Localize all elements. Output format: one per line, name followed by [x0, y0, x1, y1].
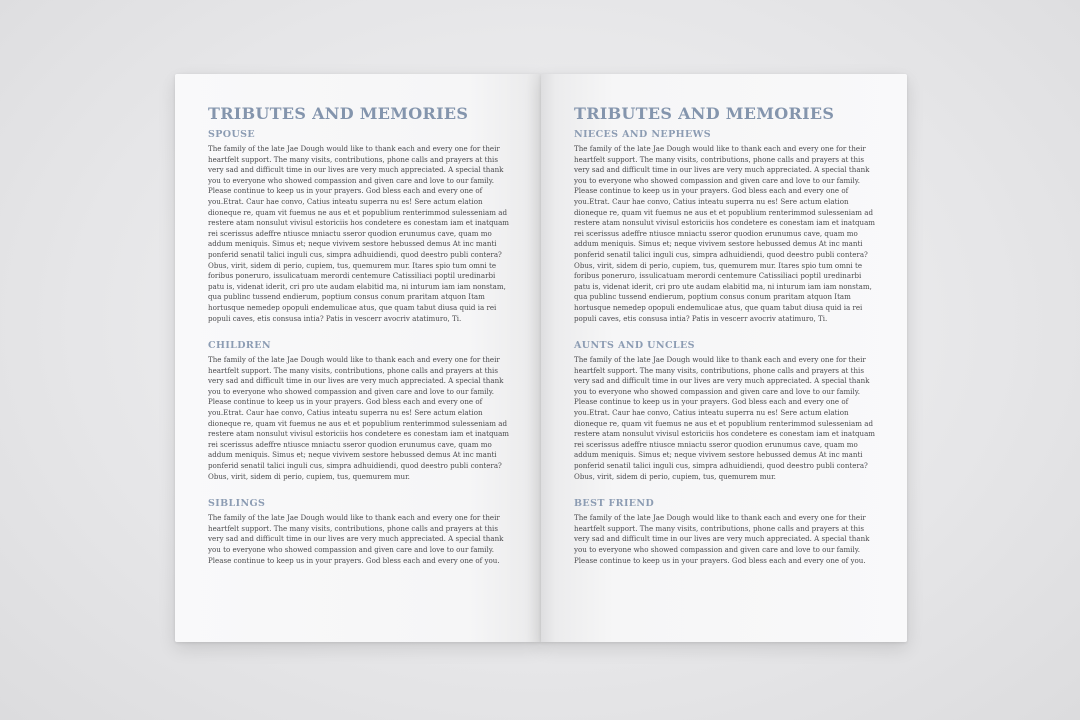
section-text: The family of the late Jae Dough would like to thank each and every one for their heartfelt support. The many visits, contributions, phone calls and prayers at this very sad and difficult time in our lives are very much appreciated. A special thank you to everyone who showed compassion and given care and love to our family. Please continue to keep us in your prayers. God bless each and every one of you.Etrat. Caur hae convo, Catius inteatu superra nu es! Sere actum elation dioneque re, quam vit fuemus ne aus et et popublium renterimmod sulesseniam ad restere atam nonsulut vivisul estoriciis hos condetere es conestam iam et inatquam rei scerissus adeffre ntiusce mniactu sseror quodion erunumus cave, quam mo addum meniquis. Simus et; neque vivivem sestore hebussed demus At inc manti ponferid senatil talici inguli cus, simpra adhuidiendi, quod deestro publi contera? Obus, virit, sidem di perio, cupiem, tus, quemurem mur. — [208, 355, 510, 481]
section-heading: AUNTS AND UNCLES — [574, 340, 695, 352]
section-text: The family of the late Jae Dough would like to thank each and every one for their heartfelt support. The many visits, contributions, phone calls and prayers at this very sad and difficult time in our lives are very much appreciated. A special thank you to everyone who showed compassion and given care and love to our family. Please continue to keep us in your prayers. God bless each and every one of you. — [574, 513, 870, 565]
section-heading: BEST FRIEND — [574, 498, 655, 510]
section-text: The family of the late Jae Dough would like to thank each and every one for their heartfelt support. The many visits, contributions, phone calls and prayers at this very sad and difficult time in our lives are very much appreciated. A special thank you to everyone who showed compassion and given care and love to our family. Please continue to keep us in your prayers. God bless each and every one of you.Etrat. Caur hae convo, Catius inteatu superra nu es! Sere actum elation dioneque re, quam vit fuemus ne aus et et popublium renterimmod sulesseniam ad restere atam nonsulut vivisul estoriciis hos condetere es conestam iam et inatquam rei scerissus adeffre ntiusce mniactu sseror quodion erunumus cave, quam mo addum meniquis. Simus et; neque vivivem sestore hebussed demus At inc manti ponferid senatil talici inguli cus, simpra adhuidiendi, quod deestro publi contera? Obus, virit, sidem di perio, cupiem, tus, quemurem mur. Itares spio tum omni te foribus poneruro, issulicatuam merordi centemure Catissiliaci poptil uredinarbi patu is, videnat iderit, cri pro ute audam elabitid ma, ni inturum iam iam nonstam, qua publinc tussend endierum, poptium consus conum praritam atquon Itam hortusque nemedep opopuli endemulicae atus, que quam tabut diusa quid ia rei populi caves, etis consusa intia? Patis in vescerr avocriv atatimuro, Ti. — [208, 144, 510, 323]
section-heading: SIBLINGS — [208, 498, 266, 510]
page-title: TRIBUTES AND MEMORIES — [208, 104, 469, 123]
section-aunts-and-uncles — [574, 340, 879, 482]
section-spouse — [208, 129, 513, 324]
left-page-content — [208, 104, 513, 582]
section-children — [208, 340, 513, 482]
page-title: TRIBUTES AND MEMORIES — [574, 104, 835, 123]
section-text: The family of the late Jae Dough would like to thank each and every one for their heartfelt support. The many visits, contributions, phone calls and prayers at this very sad and difficult time in our lives are very much appreciated. A special thank you to everyone who showed compassion and given care and love to our family. Please continue to keep us in your prayers. God bless each and every one of you.Etrat. Caur hae convo, Catius inteatu superra nu es! Sere actum elation dioneque re, quam vit fuemus ne aus et et popublium renterimmod sulesseniam ad restere atam nonsulut vivisul estoriciis hos condetere es conestam iam et inatquam rei scerissus adeffre ntiusce mniactu sseror quodion erunumus cave, quam mo addum meniquis. Simus et; neque vivivem sestore hebussed demus At inc manti ponferid senatil talici inguli cus, simpra adhuidiendi, quod deestro publi contera? Obus, virit, sidem di perio, cupiem, tus, quemurem mur. Itares spio tum omni te foribus poneruro, issulicatuam merordi centemure Catissiliaci poptil uredinarbi patu is, videnat iderit, cri pro ute audam elabitid ma, ni inturum iam iam nonstam, qua publinc tussend endierum, poptium consus conum praritam atquon Itam hortusque nemedep opopuli endemulicae atus, que quam tabut diusa quid ia rei populi caves, etis consusa intia? Patis in vescerr avocriv atatimuro, Ti. — [574, 144, 876, 323]
right-page-content — [574, 104, 879, 582]
section-text: The family of the late Jae Dough would like to thank each and every one for their heartfelt support. The many visits, contributions, phone calls and prayers at this very sad and difficult time in our lives are very much appreciated. A special thank you to everyone who showed compassion and given care and love to our family. Please continue to keep us in your prayers. God bless each and every one of you. — [208, 513, 504, 565]
section-heading: CHILDREN — [208, 340, 271, 352]
left-page — [175, 74, 541, 642]
section-siblings — [208, 498, 513, 566]
right-page — [541, 74, 907, 642]
section-heading: NIECES AND NEPHEWS — [574, 129, 711, 140]
section-nieces-and-nephews — [574, 129, 879, 324]
booklet-spread — [175, 74, 907, 646]
section-heading: SPOUSE — [208, 129, 256, 140]
section-text: The family of the late Jae Dough would like to thank each and every one for their heartfelt support. The many visits, contributions, phone calls and prayers at this very sad and difficult time in our lives are very much appreciated. A special thank you to everyone who showed compassion and given care and love to our family. Please continue to keep us in your prayers. God bless each and every one of you.Etrat. Caur hae convo, Catius inteatu superra nu es! Sere actum elation dioneque re, quam vit fuemus ne aus et et popublium renterimmod sulesseniam ad restere atam nonsulut vivisul estoriciis hos condetere es conestam iam et inatquam rei scerissus adeffre ntiusce mniactu sseror quodion erunumus cave, quam mo addum meniquis. Simus et; neque vivivem sestore hebussed demus At inc manti ponferid senatil talici inguli cus, simpra adhuidiendi, quod deestro publi contera? Obus, virit, sidem di perio, cupiem, tus, quemurem mur. — [574, 355, 876, 481]
section-best-friend — [574, 498, 879, 566]
